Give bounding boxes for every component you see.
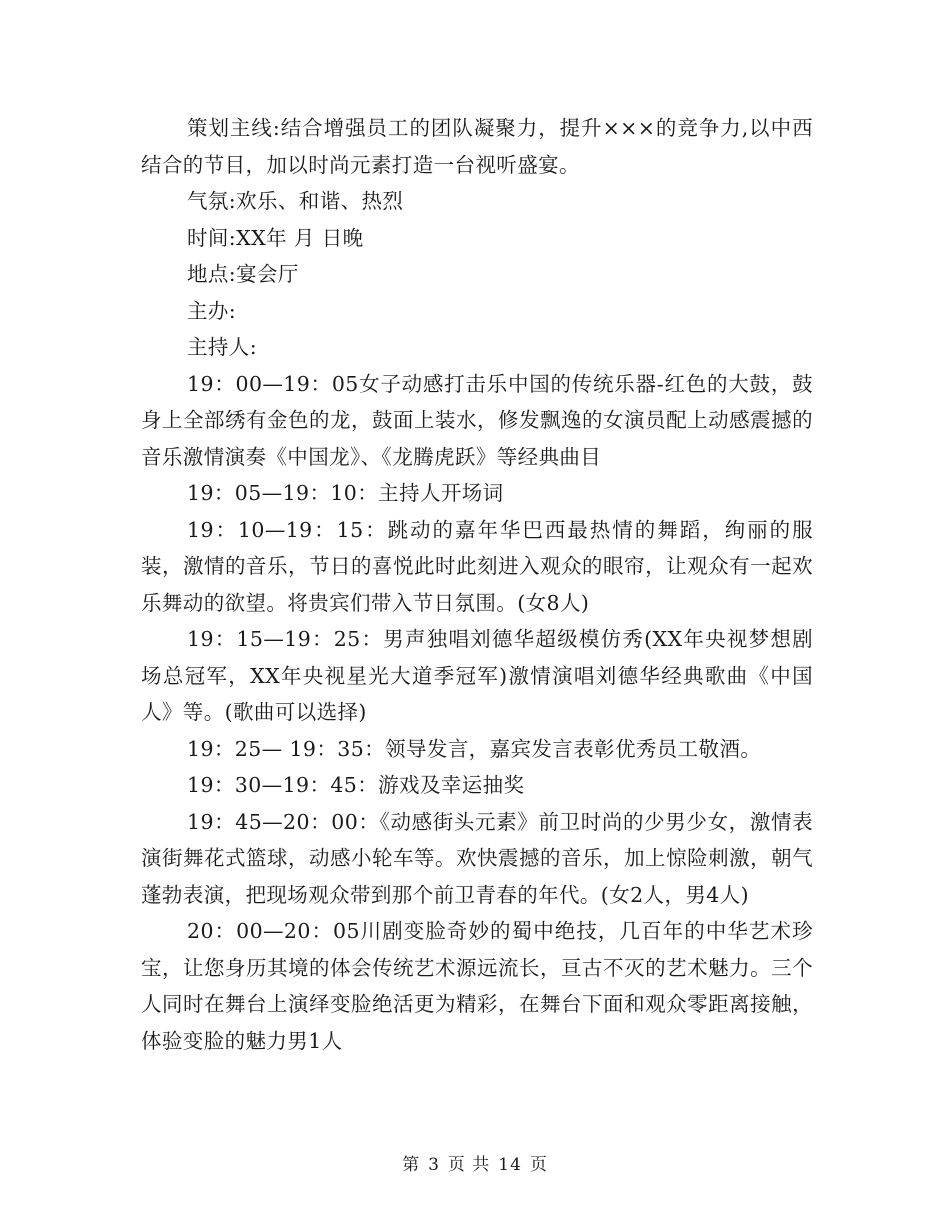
footer-total-pages: 14: [498, 1155, 522, 1175]
footer-page-number: 3: [428, 1155, 440, 1175]
footer-suffix: 页: [529, 1155, 548, 1175]
paragraph-program-4: 19：15—19：25：男声独唱刘德华超级模仿秀(XX年央视梦想剧场总冠军，XX年央视星光大道季冠军)激情演唱刘德华经典歌曲《中国人》等。(歌曲可以选择): [141, 627, 813, 724]
paragraph-program-1: 19：00—19：05女子动感打击乐中国的传统乐器-红色的大鼓，鼓身上全部绣有金色的龙，鼓面上装水，修发飘逸的女演员配上动感震撼的音乐激情演奏《中国龙》、《龙腾虎跃》等经典曲目: [141, 371, 813, 469]
paragraph-organizer: 主办:: [187, 298, 237, 323]
document-body: [141, 110, 813, 1059]
paragraph-venue: 地点:宴会厅: [187, 262, 299, 286]
paragraph-time: 时间:XX年 月 日晚: [187, 225, 364, 250]
paragraph-program-8: 20：00—20：05川剧变脸奇妙的蜀中绝技，几百年的中华艺术珍宝，让您身历其境的体会传统艺术源远流长，亘古不灭的艺术魅力。三个人同时在舞台上演绎变脸绝活更为精彩，在舞台下面和观众零距离接触，体验变脸的魅力男1人: [141, 919, 813, 1053]
paragraph-program-7: 19：45—20：00：《动感街头元素》前卫时尚的少男少女，激情表演街舞花式篮球，动感小轮车等。欢快震撼的音乐，加上惊险刺激，朝气蓬勃表演，把现场观众带到那个前卫青春的年代。(女2人，男4人): [141, 809, 813, 907]
footer-middle: 页 共: [447, 1155, 491, 1175]
footer-prefix: 第: [402, 1155, 421, 1175]
paragraph-planning-theme: 策划主线:结合增强员工的团队凝聚力，提升×××的竞争力,以中西结合的节目，加以时尚元素打造一台视听盛宴。: [141, 116, 813, 177]
paragraph-program-5: 19：25— 19：35：领导发言，嘉宾发言表彰优秀员工敬酒。: [187, 736, 762, 761]
page-footer: [0, 1153, 950, 1177]
paragraph-atmosphere: 气氛:欢乐、和谐、热烈: [187, 189, 404, 213]
paragraph-program-2: 19：05—19：10：主持人开场词: [187, 481, 504, 505]
paragraph-program-6: 19：30—19：45：游戏及幸运抽奖: [187, 773, 525, 797]
paragraph-host: 主持人:: [187, 335, 258, 359]
paragraph-program-3: 19：10—19：15：跳动的嘉年华巴西最热情的舞蹈，绚丽的服装，激情的音乐，节日的喜悦此时此刻进入观众的眼帘，让观众有一起欢乐舞动的欲望。将贵宾们带入节日氛围。(女8人): [141, 517, 813, 615]
